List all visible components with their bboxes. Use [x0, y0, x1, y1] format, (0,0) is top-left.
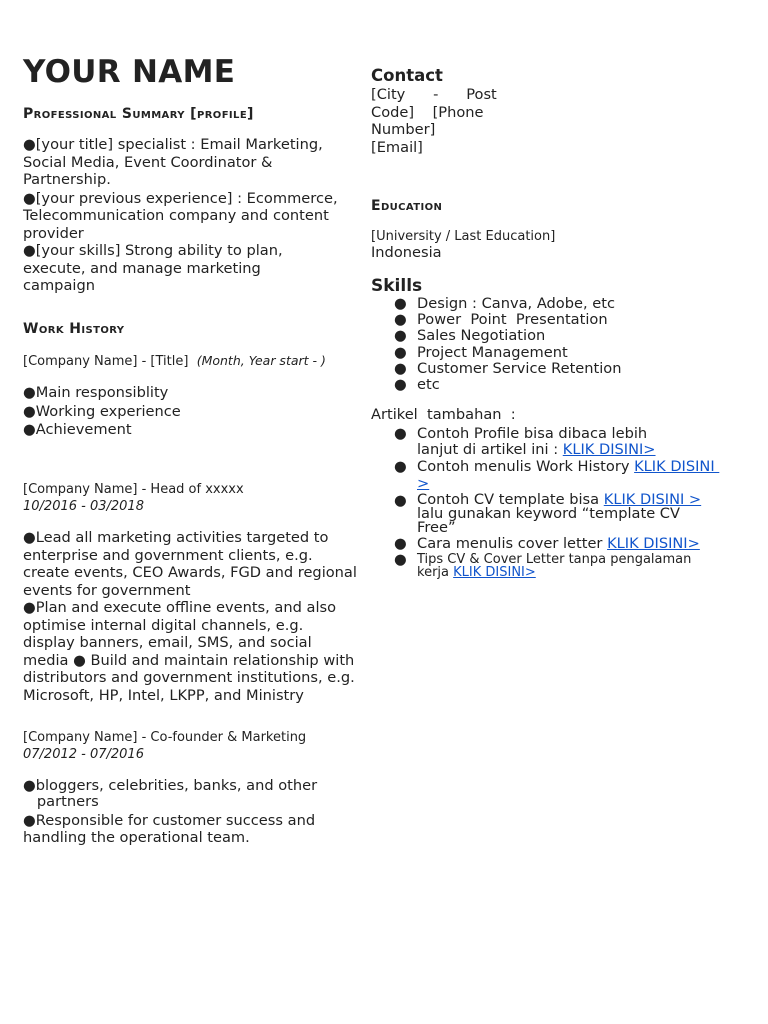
summary-text: [23, 136, 338, 295]
klik-disini-link[interactable]: KLIK DISINI: [634, 458, 720, 476]
job1-bullets: [23, 384, 181, 440]
summary-line: provider: [23, 224, 84, 242]
bullet-icon: ●: [394, 327, 407, 345]
artikel-text: Contoh menulis Work History: [417, 458, 635, 476]
artikel-text: Free”: [417, 518, 456, 536]
artikel-item: [371, 459, 719, 491]
artikel-text: Contoh CV template bisa: [417, 490, 604, 508]
artikel-list: [371, 426, 719, 579]
contact-line: Number]: [371, 121, 436, 138]
skill-item: [371, 361, 621, 377]
education-heading: Education: [371, 198, 443, 214]
artikel-text: kerja: [417, 565, 454, 581]
klik-disini-link[interactable]: KLIK DISINI>: [607, 534, 700, 552]
job2-line: distributors and government institutions, e.g.: [23, 669, 355, 686]
skill-label: Project Management: [417, 343, 568, 361]
bullet-icon: ●: [394, 376, 407, 394]
skill-item: [371, 377, 621, 393]
contact-line: Code] [Phone: [371, 103, 484, 121]
job2-line: Microsoft, HP, Intel, LKPP, and Ministry: [23, 686, 304, 704]
job2-description: [23, 529, 357, 704]
bullet-icon: ●: [394, 359, 407, 377]
skill-label: Customer Service Retention: [417, 359, 622, 377]
job3-line: partners: [23, 793, 99, 810]
job2-line: ●Plan and execute offline events, and also: [23, 599, 337, 616]
skill-label: Sales Negotiation: [417, 327, 546, 345]
job2-line: ●Lead all marketing activities targeted to: [23, 529, 329, 546]
artikel-item: [371, 426, 719, 458]
job3-line: ●bloggers, celebrities, banks, and other: [23, 777, 318, 794]
klik-disini-link[interactable]: KLIK DISINI>: [453, 565, 536, 581]
job2-line: media ● Build and maintain relationship with: [23, 651, 355, 669]
job2-line: create events, CEO Awards, FGD and regional: [23, 564, 357, 581]
bullet-icon: ●: [394, 425, 407, 442]
job2-line: enterprise and government clients, e.g.: [23, 546, 313, 564]
bullet-icon: ●: [394, 295, 407, 312]
skill-label: Design : Canva, Adobe, etc: [417, 295, 615, 312]
job1-bullet: ●Working experience: [23, 402, 181, 420]
bullet-icon: ●: [394, 343, 407, 361]
skill-item: [371, 345, 621, 361]
summary-line: Partnership.: [23, 171, 111, 188]
job3-description: [23, 778, 317, 846]
summary-line: Telecommunication company and content: [23, 207, 329, 224]
artikel-text-line: [417, 536, 719, 552]
contact-line: [Email]: [371, 138, 423, 156]
klik-disini-link[interactable]: KLIK DISINI >: [603, 490, 702, 508]
job1-bullet: ●Achievement: [23, 421, 132, 438]
artikel-text: lalu gunakan keyword “template CV: [417, 504, 680, 522]
summary-line: Social Media, Event Coordinator &: [23, 153, 273, 171]
skill-item: [371, 296, 621, 312]
job2-line: events for government: [23, 581, 191, 599]
artikel-text-line: [417, 442, 719, 458]
summary-line: campaign: [23, 277, 95, 294]
job1-title-line: [23, 353, 326, 369]
artikel-text: Cara menulis cover letter: [417, 534, 608, 552]
skill-label: etc: [417, 376, 440, 394]
klik-disini-link-continued[interactable]: >: [417, 474, 430, 492]
artikel-item: [371, 553, 719, 579]
job3-line: handling the operational team.: [23, 829, 250, 846]
bullet-icon: ●: [394, 534, 407, 552]
summary-line: ●[your skills] Strong ability to plan,: [23, 242, 283, 259]
artikel-text: Contoh Profile bisa dibaca lebih: [417, 425, 648, 442]
contact-details: [371, 86, 497, 156]
summary-heading: Professional Summary [profile]: [23, 106, 254, 122]
bullet-icon: ●: [394, 491, 407, 509]
skills-heading: Skills: [371, 276, 423, 296]
job1-bullet: ●Main responsiblity: [23, 384, 169, 401]
summary-line: ●[your title] specialist : Email Marketing,: [23, 136, 323, 153]
artikel-item: [371, 536, 719, 552]
resume-name: YOUR NAME: [23, 54, 236, 90]
job2-line: display banners, email, SMS, and social: [23, 634, 312, 651]
job2-title: [Company Name] - Head of xxxxx: [23, 482, 244, 497]
artikel-text: Tips CV & Cover Letter tanpa pengalaman: [417, 552, 692, 568]
skill-item: [371, 328, 621, 344]
summary-line: ●[your previous experience] : Ecommerce,: [23, 189, 338, 207]
skill-item: [371, 312, 621, 328]
job3-dates: 07/2012 - 07/2016: [23, 747, 144, 762]
skills-list: [371, 296, 621, 393]
job3-title: [Company Name] - Co-founder & Marketing: [23, 730, 307, 745]
job1-title: [Company Name] - [Title]: [23, 354, 189, 369]
education-school: [University / Last Education]: [371, 229, 556, 244]
klik-disini-link[interactable]: KLIK DISINI>: [562, 441, 656, 459]
contact-line: [City - Post: [371, 86, 497, 103]
bullet-icon: ●: [394, 311, 407, 329]
bullet-icon: ●: [394, 458, 407, 476]
skill-label: Power Point Presentation: [417, 311, 608, 329]
job3-line: ●Responsible for customer success and: [23, 812, 316, 829]
artikel-heading: Artikel tambahan :: [371, 406, 516, 423]
job2-line: optimise internal digital channels, e.g.: [23, 616, 304, 634]
education-country: Indonesia: [371, 244, 442, 261]
artikel-text: lanjut di artikel ini :: [417, 441, 563, 459]
artikel-text-line: [417, 566, 719, 579]
bullet-icon: ●: [394, 551, 407, 569]
artikel-text-line: [417, 459, 719, 475]
job2-dates: 10/2016 - 03/2018: [23, 499, 144, 514]
work-history-heading: Work History: [23, 321, 125, 337]
contact-heading: Contact: [371, 66, 443, 85]
job1-period: (Month, Year start - ): [196, 353, 326, 368]
summary-line: execute, and manage marketing: [23, 259, 261, 277]
artikel-item: [371, 490, 719, 536]
